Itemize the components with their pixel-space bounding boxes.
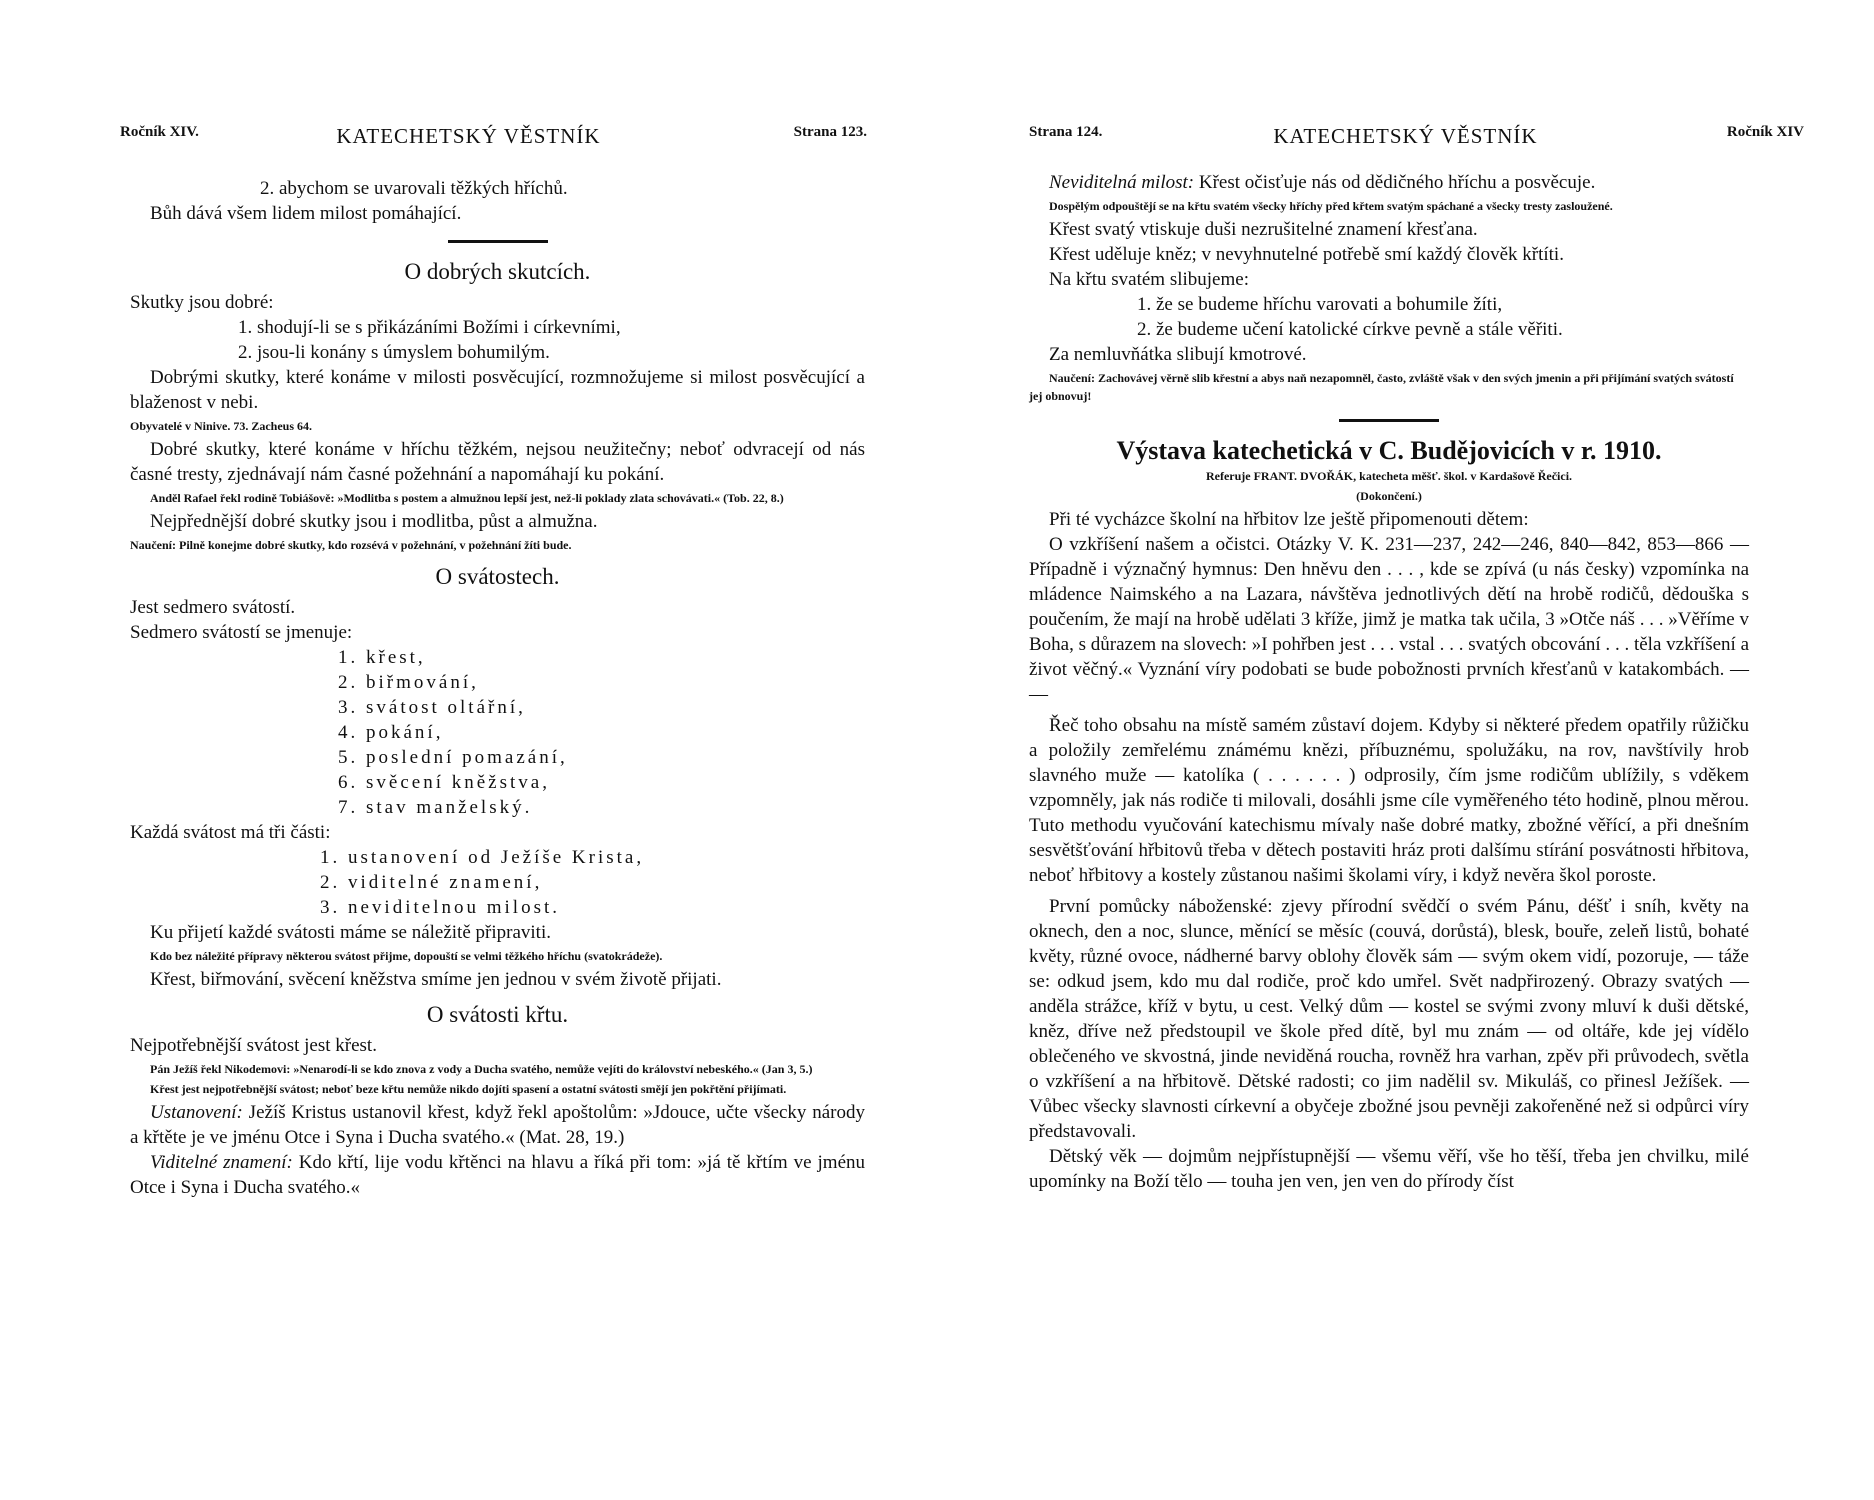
- paragraph: Skutky jsou dobré:: [130, 292, 274, 313]
- paragraph: Jest sedmero svátostí.: [130, 597, 296, 618]
- list-item: 6. svěcení kněžstva,: [338, 772, 550, 793]
- list-item: 2. viditelné znamení,: [320, 872, 543, 893]
- inline-label: Viditelné znamení:: [150, 1152, 293, 1173]
- left-page-number: Strana 123.: [793, 124, 867, 140]
- paragraph: První pomůcky náboženské: zjevy přírodní svědčí o svém Pánu, déšť i sníh, květy na oknech, den a noc, slunce, měnící se měsíc (couvá, dorůstá), blesk, bouře, zeleň listů, bohaté květy, různé ovoce, nádherné barvy oblohy člověk sám — svým okem vidí, pozoruje, — táže se: odkud jsem, kdo mu dal rodiče, proč kdo umřel. Svět nadpřirozený. Obrazy svatých — anděla strážce, kříž v bytu, u cest. Velký dům — kostel se svými zvony mluví k duši dětské, kněz, dříve než předstoupil ve škole před dítě, byl mu znám — od oltáře, kde jej vídělo oblečeného ve skvostná, jinde neviděná roucha, rovněž hra varhan, zpěv při průvodech, světla o vzkříšení a na hřbitově. Dětské radosti; co jim nadělil sv. Mikuláš, co přinesl Ježíšek. — Vůbec všecky slavnosti církevní a obyčeje zbožné jsou pevněji zakořeněné než si odpůrci víry představovali.: [1029, 896, 1749, 1142]
- paragraph: Křest, biřmování, svěcení kněžstva smíme jen jednou v svém životě přijati.: [150, 969, 722, 990]
- right-volume: Ročník XIV: [1726, 124, 1804, 140]
- paragraph: Nejpřednější dobré skutky jsou i modlitba, půst a almužna.: [150, 511, 598, 532]
- right-page-number: Strana 124.: [1029, 124, 1103, 140]
- lesson-note: Naučení: Zachovávej věrně slib křestní a abys naň nezapomněl, často, zvláště však v den svých jmenin a při přijímání svatých svátostí jej obnovuj!: [1029, 371, 1734, 403]
- list-item: 1. shodují-li se s přikázáními Božími i církevními,: [238, 317, 621, 338]
- intro-line: Bůh dává všem lidem milost pomáhající.: [150, 203, 462, 224]
- intro-line: 2. abychom se uvarovali těžkých hříchů.: [260, 178, 568, 199]
- paragraph: [130, 1150, 865, 1200]
- list-item: 1. že se budeme hříchu varovati a bohumile žíti,: [1137, 294, 1503, 315]
- paragraph: Na křtu svatém slibujeme:: [1049, 269, 1249, 290]
- inline-label: Neviditelná milost:: [1049, 172, 1195, 193]
- article-byline: Referuje FRANT. DVOŘÁK, katecheta měšť. škol. v Kardašově Řečici.: [1205, 469, 1573, 483]
- list-item: 2. že budeme učení katolické církve pevně a stále věřiti.: [1137, 319, 1563, 340]
- list-item: 1. ustanovení od Ježíše Krista,: [320, 847, 645, 868]
- article-title: Výstava katechetická v C. Budějovicích v r. 1910.: [1116, 436, 1662, 465]
- right-journal-title: KATECHETSKÝ VĚSTNÍK: [1273, 124, 1538, 148]
- inline-label: Ustanovení:: [150, 1102, 243, 1123]
- paragraph: Každá svátost má tři části:: [130, 822, 331, 843]
- reference-note: Anděl Rafael řekl rodině Tobiášově: »Modlitba s postem a almužnou lepší jest, než-li poklady zlata schovávati.« (Tob. 22, 8.): [150, 491, 784, 505]
- paragraph: Dětský věk — dojmům nejpřístupnější — všemu věří, vše ho těší, třeba jen chvilku, milé upomínky na Boží tělo — touha jen ven, jen ven do přírody číst: [1029, 1146, 1749, 1192]
- right-running-header: [937, 124, 1874, 154]
- paragraph: Nejpotřebnější svátost jest křest.: [130, 1035, 377, 1056]
- reference-note: Dospělým odpouštějí se na křtu svatém všecky hříchy před křtem svatým spáchané a všecky tresty zasloužené.: [1049, 199, 1613, 213]
- reference-note: Pán Ježíš řekl Nikodemovi: »Nenarodí-li se kdo znova z vody a Ducha svatého, nemůže vejíti do království nebeského.« (Jan 3, 5.): [150, 1062, 813, 1076]
- list-item: 2. jsou-li konány s úmyslem bohumilým.: [238, 342, 550, 363]
- paragraph: Křest svatý vtiskuje duši nezrušitelné znamení křesťana.: [1049, 219, 1478, 240]
- left-column: [130, 176, 865, 1200]
- left-journal-title: KATECHETSKÝ VĚSTNÍK: [336, 124, 601, 148]
- list-item: 7. stav manželský.: [338, 797, 533, 818]
- reference-note: Kdo bez náležité přípravy některou svátost přijme, dopouští se velmi těžkého hříchu (svatokrádeže).: [150, 949, 663, 963]
- section-rule: [448, 240, 548, 243]
- reference-note: Obyvatelé v Ninive. 73. Zacheus 64.: [130, 419, 312, 433]
- list-item: 3. svátost oltářní,: [338, 697, 526, 718]
- section-rule: [1339, 419, 1439, 422]
- inline-text: Křest očisťuje nás od dědičného hříchu a posvěcuje.: [1194, 172, 1596, 193]
- paragraph: Při té vycházce školní na hřbitov lze ještě připomenouti dětem:: [1049, 509, 1529, 530]
- paragraph: Křest uděluje kněz; v nevyhnutelné potřebě smí každý člověk křtíti.: [1049, 244, 1564, 265]
- paragraph: Ku přijetí každé svátosti máme se náležitě připraviti.: [150, 922, 551, 943]
- reference-note: Křest jest nejpotřebnější svátost; neboť beze křtu nemůže nikdo dojíti spasení a ostatní svátosti smějí jen pokřtění přijímati.: [150, 1082, 787, 1096]
- heading-good-works: O dobrých skutcích.: [404, 259, 591, 284]
- paragraph: Sedmero svátostí se jmenuje:: [130, 622, 353, 643]
- list-item: 4. pokání,: [338, 722, 444, 743]
- paragraph: [1029, 170, 1749, 195]
- paragraph: Řeč toho obsahu na místě samém zůstaví dojem. Kdyby si některé předem opatřily růžičku a položily zemřelému známému knězi, příbuznému, spolužáku, na rov, navštívily hrob slavného muže — katolíka ( . . . . . . ) odprosily, čím jsme rodičům ublížily, s vděkem vzpomněly, jak nás rodiče ti milovali, dosáhli jsme cíle vyměřeného této hodině, plnou měrou. Tuto methodu vyučování katechismu mívaly naše dobré matky, zbožné věřící, a při dnešním sesvětšťování hřbitovů třeba v dětech postaviti hráz proti dalšímu stírání posvátnosti hřbitova, neboť hřbitovy a kostely zůstanou našimi školami víry, i když nevěra škol poroste.: [1029, 715, 1749, 886]
- paragraph: Dobré skutky, které konáme v hříchu těžkém, nejsou neužitečny; neboť odvracejí od nás časné tresty, zjednávají nám časné požehnání a napomáhají ku pokání.: [130, 439, 865, 485]
- inline-text: Kdo křtí, lije vodu křtěnci na hlavu a říká při tom: »já tě křtím ve jménu Otce i Syna i Ducha svatého.«: [130, 1152, 865, 1198]
- list-item: 3. neviditelnou milost.: [320, 897, 560, 918]
- heading-sacraments: O svátostech.: [435, 564, 560, 589]
- lesson-note: Naučení: Pilně konejme dobré skutky, kdo rozsévá v požehnání, v požehnání žíti bude.: [130, 538, 572, 552]
- paragraph: [130, 1100, 865, 1150]
- list-item: 2. biřmování,: [338, 672, 479, 693]
- list-item: 5. poslední pomazání,: [338, 747, 568, 768]
- paragraph: Dobrými skutky, které konáme v milosti posvěcující, rozmnožujeme si milost posvěcující a blaženost v nebi.: [130, 367, 865, 413]
- list-item: 1. křest,: [338, 647, 426, 668]
- left-running-header: [0, 124, 937, 154]
- right-page: [937, 0, 1874, 1500]
- paragraph: Za nemluvňátka slibují kmotrové.: [1049, 344, 1307, 365]
- heading-baptism: O svátosti křtu.: [426, 1002, 569, 1027]
- right-column: [1029, 170, 1749, 1194]
- paragraph: O vzkříšení našem a očistci. Otázky V. K. 231—237, 242—246, 840—842, 853—866 — Případně i význačný hymnus: Den hněvu den . . . , kde se zpívá (u nás česky) vzpomínka na mládence Naimského a na Lazara, návštěva jednotlivých dětí na hrobě rodičů, dědouška s poučením, že mají na hrobě udělati 3 kříže, jimž je matka tak učila, 3 »Otče náš . . . »Věříme v Boha, s důrazem na slovech: »I pohřben jest . . . vstal . . . svatých obcování . . . těla vzkříšení a život věčný.« Vyznání víry podobati se bude pobožnosti prvních křesťanů v katakombách. — —: [1029, 534, 1749, 705]
- inline-text: Ježíš Kristus ustanovil křest, když řekl apoštolům: »Jdouce, učte všecky národy a křtěte je ve jménu Otce i Syna i Ducha svatého.« (Mat. 28, 19.): [130, 1102, 865, 1148]
- left-volume: Ročník XIV.: [120, 124, 199, 140]
- article-continuation: (Dokončení.): [1356, 489, 1422, 503]
